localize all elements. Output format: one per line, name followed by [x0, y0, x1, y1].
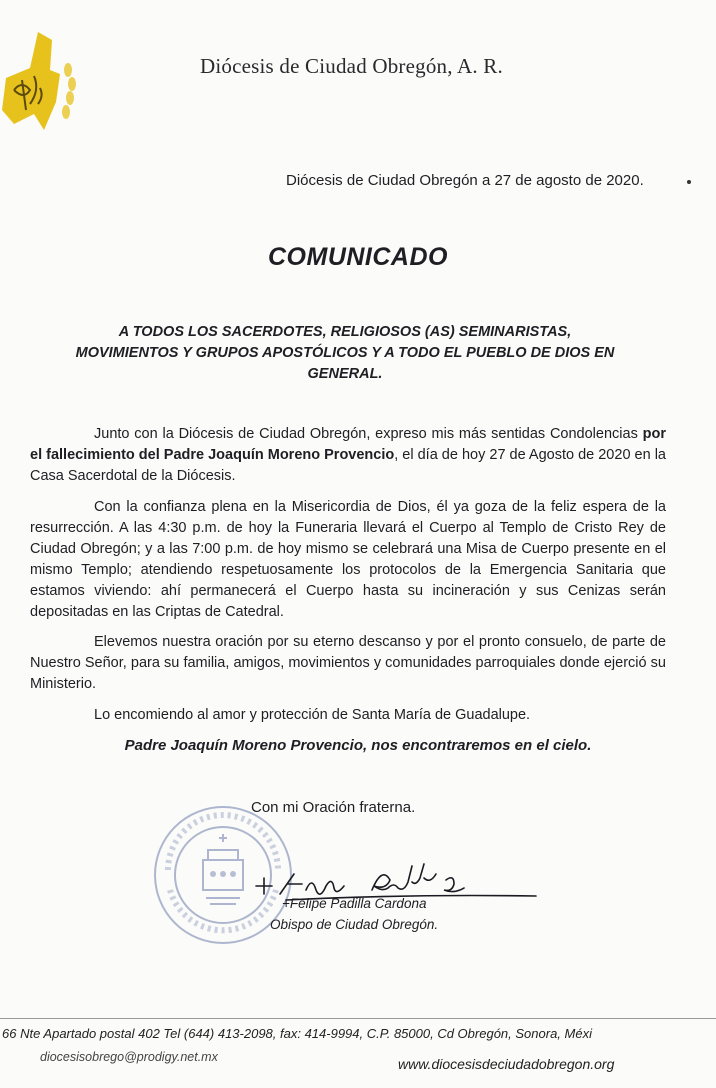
addressee-line: MOVIMIENTOS Y GRUPOS APOSTÓLICOS Y A TODO EL PUEBLO DE DIOS EN: [75, 345, 615, 361]
footer-website: www.diocesisdeciudadobregon.org: [398, 1056, 615, 1072]
footer-divider: [0, 1018, 716, 1019]
farewell-line: Con mi Oración fraterna.: [251, 799, 416, 816]
closing-line: Padre Joaquín Moreno Provencio, nos encontraremos en el cielo.: [124, 737, 592, 754]
addressee-line: A TODOS LOS SACERDOTES, RELIGIOSOS (AS) SEMINARISTAS,: [118, 324, 572, 340]
signer-title: Obispo de Ciudad Obregón.: [270, 917, 439, 932]
signer-name: +Felipe Padilla Cardona: [282, 896, 427, 911]
paragraph-text: , el día de hoy 27 de Agosto de 2020 en la Casa Sacerdotal de la Diócesis.: [30, 447, 666, 484]
page-title: COMUNICADO: [268, 243, 448, 271]
footer-email: diocesisobrego@prodigy.net.mx: [40, 1050, 218, 1064]
paragraph-entrustment: Lo encomiendo al amor y protección de Santa María de Guadalupe.: [94, 707, 531, 723]
date-line: Diócesis de Ciudad Obregón a 27 de agosto de 2020.: [286, 172, 644, 189]
letterhead-title: Diócesis de Ciudad Obregón, A. R.: [200, 54, 503, 78]
addressee-line: GENERAL.: [307, 366, 383, 382]
paragraph-text: Junto con la Diócesis de Ciudad Obregón, expreso mis más sentidas Condolencias: [94, 426, 638, 442]
paragraph-prayer: Elevemos nuestra oración por su eterno descanso y por el pronto consuelo, de parte de Nuestro Señor, para su familia, amigos, movimientos y comunidades parroquiales donde ejerció su Ministerio.: [30, 634, 666, 692]
paragraph-bold-text: por el fallecimiento del Padre Joaquín Moreno Provencio: [30, 426, 667, 463]
diocese-logo: [0, 30, 82, 138]
footer-address: 66 Nte Apartado postal 402 Tel (644) 413-2098, fax: 414-9994, C.P. 85000, Cd Obregón, Sonora, Méxi: [2, 1026, 592, 1041]
paragraph-arrangements: Con la confianza plena en la Misericordia de Dios, él ya goza de la feliz espera de la resurrección. A las 4:30 p.m. de hoy la Funeraria llevará el Cuerpo al Templo de Cristo Rey de Ciudad Obregón; y a las 7:00 p.m. de hoy mismo se celebrará una Misa de Cuerpo presente en el mismo Templo; atendiendo respetuosamente los protocolos de la Emergencia Sanitaria que estamos viviendo: ahí permanecerá el Cuerpo hasta su incineración y sus Cenizas serán depositadas en las Criptas de Catedral.: [30, 499, 666, 620]
paragraph-condolences: [30, 424, 666, 487]
addressee-block: [40, 322, 650, 385]
stray-dot: [687, 180, 691, 184]
